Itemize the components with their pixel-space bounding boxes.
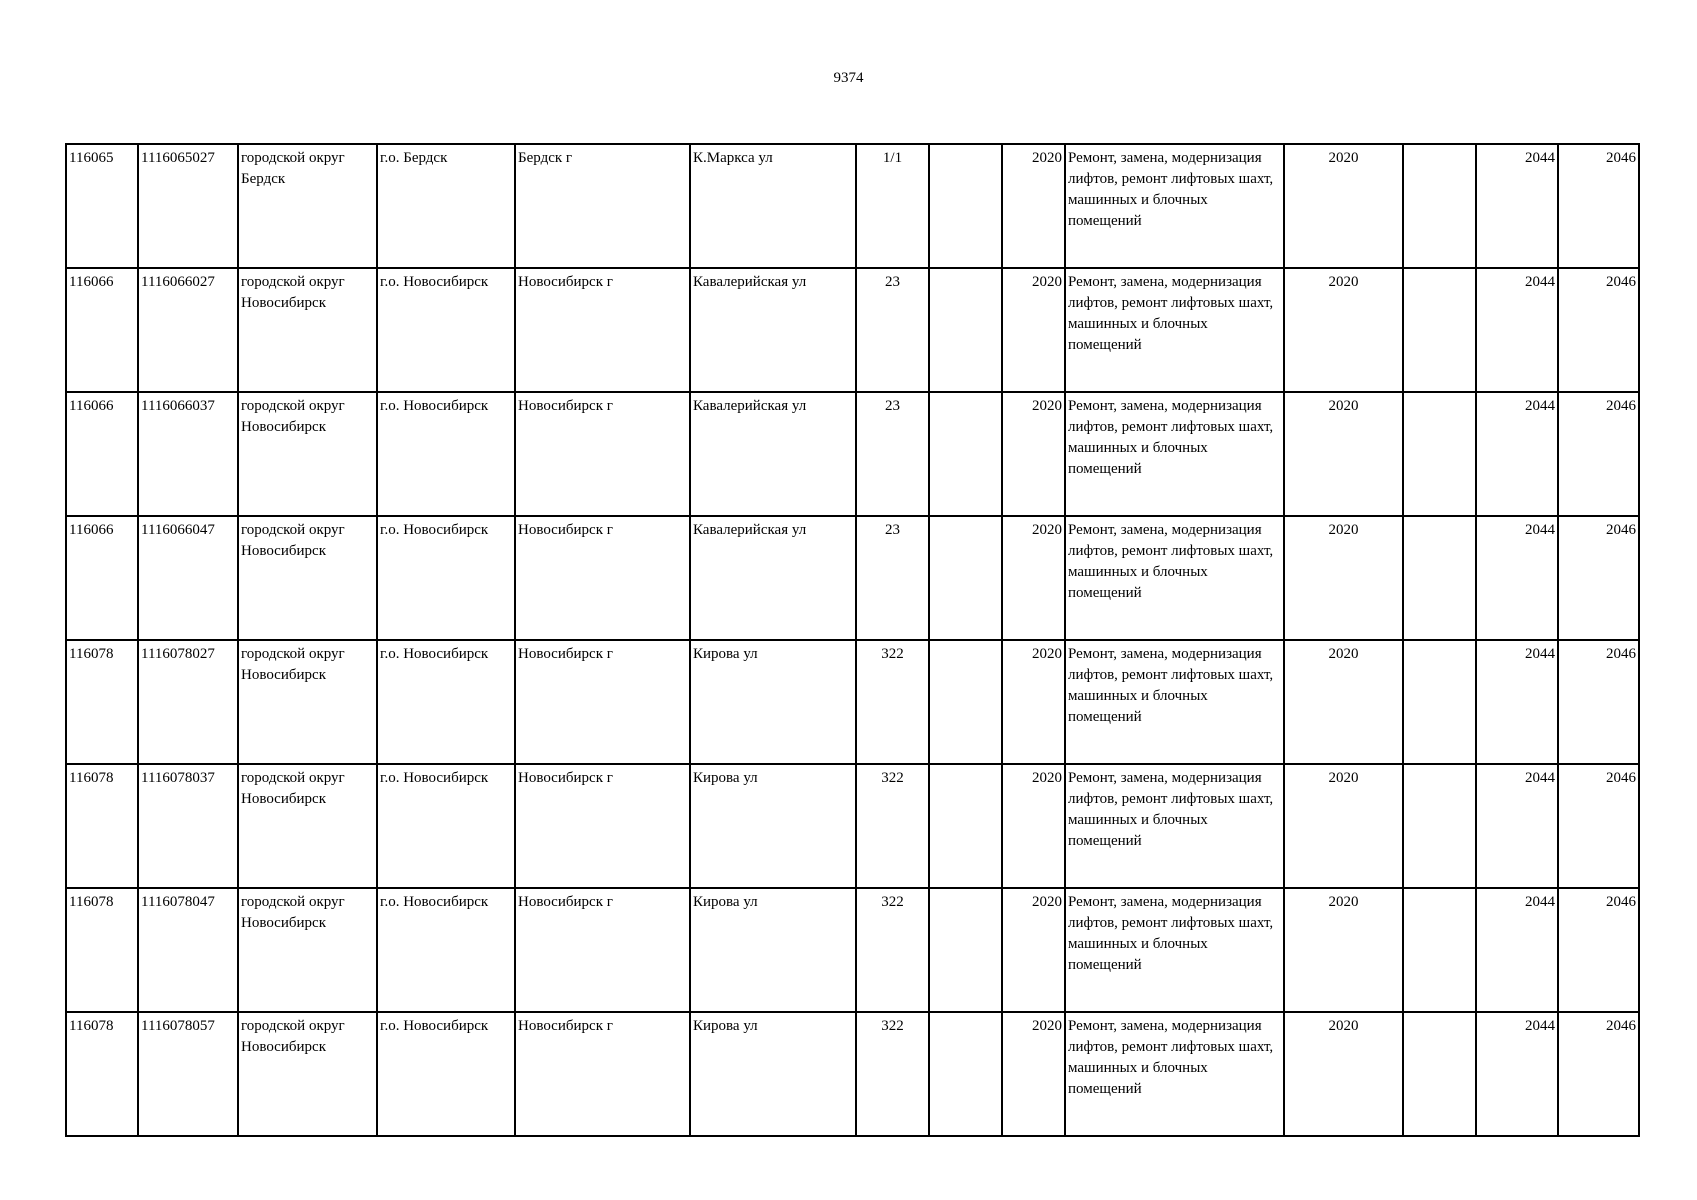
cell-code: 116066 bbox=[66, 268, 138, 392]
cell-code: 116065 bbox=[66, 144, 138, 268]
cell-id: 1116065027 bbox=[138, 144, 238, 268]
cell-municipality: г.о. Новосибирск bbox=[377, 1012, 515, 1136]
cell-house: 23 bbox=[856, 392, 929, 516]
cell-code: 116078 bbox=[66, 888, 138, 1012]
cell-house: 322 bbox=[856, 888, 929, 1012]
cell-id: 1116066037 bbox=[138, 392, 238, 516]
cell-year-b: 2046 bbox=[1558, 144, 1639, 268]
cell-id: 1116078037 bbox=[138, 764, 238, 888]
cell-house: 322 bbox=[856, 1012, 929, 1136]
cell-settlement: Новосибирск г bbox=[515, 888, 690, 1012]
cell-municipality: г.о. Новосибирск bbox=[377, 268, 515, 392]
cell-work: Ремонт, замена, модернизация лифтов, ремонт лифтовых шахт, машинных и блочных помещений bbox=[1065, 640, 1284, 764]
cell-year-work: 2020 bbox=[1284, 516, 1403, 640]
cell-district: городской округ Новосибирск bbox=[238, 1012, 377, 1136]
cell-district: городской округ Новосибирск bbox=[238, 640, 377, 764]
cell-year-b: 2046 bbox=[1558, 516, 1639, 640]
cell-municipality: г.о. Новосибирск bbox=[377, 516, 515, 640]
cell-year-b: 2046 bbox=[1558, 888, 1639, 1012]
register-table bbox=[65, 143, 1640, 1137]
cell-work: Ремонт, замена, модернизация лифтов, ремонт лифтовых шахт, машинных и блочных помещений bbox=[1065, 764, 1284, 888]
cell-extra bbox=[929, 268, 1002, 392]
table-row bbox=[66, 392, 1639, 516]
cell-year-work: 2020 bbox=[1284, 764, 1403, 888]
cell-work: Ремонт, замена, модернизация лифтов, ремонт лифтовых шахт, машинных и блочных помещений bbox=[1065, 392, 1284, 516]
cell-year-a: 2044 bbox=[1476, 392, 1558, 516]
cell-year-b: 2046 bbox=[1558, 764, 1639, 888]
cell-district: городской округ Новосибирск bbox=[238, 516, 377, 640]
cell-house: 322 bbox=[856, 764, 929, 888]
cell-code: 116078 bbox=[66, 640, 138, 764]
table-row bbox=[66, 640, 1639, 764]
cell-year-a: 2044 bbox=[1476, 268, 1558, 392]
cell-year-built: 2020 bbox=[1002, 144, 1065, 268]
cell-code: 116066 bbox=[66, 516, 138, 640]
cell-year-b: 2046 bbox=[1558, 392, 1639, 516]
table-row bbox=[66, 516, 1639, 640]
cell-id: 1116066027 bbox=[138, 268, 238, 392]
cell-year-built: 2020 bbox=[1002, 888, 1065, 1012]
cell-work: Ремонт, замена, модернизация лифтов, ремонт лифтовых шахт, машинных и блочных помещений bbox=[1065, 888, 1284, 1012]
cell-blank bbox=[1403, 640, 1476, 764]
cell-house: 322 bbox=[856, 640, 929, 764]
cell-district: городской округ Новосибирск bbox=[238, 392, 377, 516]
cell-municipality: г.о. Бердск bbox=[377, 144, 515, 268]
cell-street: Кирова ул bbox=[690, 640, 856, 764]
cell-extra bbox=[929, 1012, 1002, 1136]
cell-year-work: 2020 bbox=[1284, 1012, 1403, 1136]
cell-extra bbox=[929, 888, 1002, 1012]
cell-year-b: 2046 bbox=[1558, 268, 1639, 392]
cell-municipality: г.о. Новосибирск bbox=[377, 764, 515, 888]
cell-year-work: 2020 bbox=[1284, 640, 1403, 764]
page-number: 9374 bbox=[833, 70, 864, 86]
cell-settlement: Бердск г bbox=[515, 144, 690, 268]
cell-extra bbox=[929, 764, 1002, 888]
cell-blank bbox=[1403, 888, 1476, 1012]
cell-code: 116066 bbox=[66, 392, 138, 516]
cell-street: Кирова ул bbox=[690, 888, 856, 1012]
cell-municipality: г.о. Новосибирск bbox=[377, 888, 515, 1012]
cell-street: Кирова ул bbox=[690, 764, 856, 888]
cell-year-a: 2044 bbox=[1476, 144, 1558, 268]
cell-id: 1116078027 bbox=[138, 640, 238, 764]
register-body bbox=[66, 144, 1639, 1136]
cell-extra bbox=[929, 516, 1002, 640]
cell-settlement: Новосибирск г bbox=[515, 764, 690, 888]
cell-year-built: 2020 bbox=[1002, 516, 1065, 640]
cell-year-b: 2046 bbox=[1558, 1012, 1639, 1136]
cell-year-work: 2020 bbox=[1284, 888, 1403, 1012]
cell-settlement: Новосибирск г bbox=[515, 392, 690, 516]
cell-street: Кавалерийская ул bbox=[690, 516, 856, 640]
cell-blank bbox=[1403, 1012, 1476, 1136]
cell-year-a: 2044 bbox=[1476, 764, 1558, 888]
cell-year-b: 2046 bbox=[1558, 640, 1639, 764]
cell-municipality: г.о. Новосибирск bbox=[377, 392, 515, 516]
cell-street: К.Маркса ул bbox=[690, 144, 856, 268]
cell-year-a: 2044 bbox=[1476, 516, 1558, 640]
cell-year-a: 2044 bbox=[1476, 640, 1558, 764]
cell-year-work: 2020 bbox=[1284, 144, 1403, 268]
cell-year-built: 2020 bbox=[1002, 392, 1065, 516]
cell-blank bbox=[1403, 268, 1476, 392]
cell-id: 1116078047 bbox=[138, 888, 238, 1012]
cell-id: 1116066047 bbox=[138, 516, 238, 640]
cell-work: Ремонт, замена, модернизация лифтов, ремонт лифтовых шахт, машинных и блочных помещений bbox=[1065, 516, 1284, 640]
table-row bbox=[66, 888, 1639, 1012]
cell-district: городской округ Новосибирск bbox=[238, 268, 377, 392]
cell-house: 23 bbox=[856, 268, 929, 392]
cell-street: Кирова ул bbox=[690, 1012, 856, 1136]
cell-settlement: Новосибирск г bbox=[515, 268, 690, 392]
cell-code: 116078 bbox=[66, 1012, 138, 1136]
cell-work: Ремонт, замена, модернизация лифтов, ремонт лифтовых шахт, машинных и блочных помещений bbox=[1065, 144, 1284, 268]
table-row bbox=[66, 1012, 1639, 1136]
cell-work: Ремонт, замена, модернизация лифтов, ремонт лифтовых шахт, машинных и блочных помещений bbox=[1065, 268, 1284, 392]
cell-year-built: 2020 bbox=[1002, 1012, 1065, 1136]
cell-district: городской округ Новосибирск bbox=[238, 888, 377, 1012]
cell-settlement: Новосибирск г bbox=[515, 640, 690, 764]
cell-municipality: г.о. Новосибирск bbox=[377, 640, 515, 764]
cell-year-built: 2020 bbox=[1002, 640, 1065, 764]
cell-year-work: 2020 bbox=[1284, 392, 1403, 516]
cell-work: Ремонт, замена, модернизация лифтов, ремонт лифтовых шахт, машинных и блочных помещений bbox=[1065, 1012, 1284, 1136]
cell-year-built: 2020 bbox=[1002, 764, 1065, 888]
table-row bbox=[66, 764, 1639, 888]
cell-district: городской округ Новосибирск bbox=[238, 764, 377, 888]
cell-id: 1116078057 bbox=[138, 1012, 238, 1136]
cell-settlement: Новосибирск г bbox=[515, 1012, 690, 1136]
cell-year-built: 2020 bbox=[1002, 268, 1065, 392]
cell-blank bbox=[1403, 144, 1476, 268]
cell-extra bbox=[929, 392, 1002, 516]
cell-settlement: Новосибирск г bbox=[515, 516, 690, 640]
cell-blank bbox=[1403, 764, 1476, 888]
cell-year-a: 2044 bbox=[1476, 1012, 1558, 1136]
cell-code: 116078 bbox=[66, 764, 138, 888]
table-row bbox=[66, 144, 1639, 268]
cell-house: 23 bbox=[856, 516, 929, 640]
cell-street: Кавалерийская ул bbox=[690, 392, 856, 516]
cell-blank bbox=[1403, 392, 1476, 516]
cell-year-work: 2020 bbox=[1284, 268, 1403, 392]
cell-district: городской округ Бердск bbox=[238, 144, 377, 268]
cell-street: Кавалерийская ул bbox=[690, 268, 856, 392]
cell-house: 1/1 bbox=[856, 144, 929, 268]
table-row bbox=[66, 268, 1639, 392]
cell-extra bbox=[929, 640, 1002, 764]
cell-blank bbox=[1403, 516, 1476, 640]
cell-extra bbox=[929, 144, 1002, 268]
cell-year-a: 2044 bbox=[1476, 888, 1558, 1012]
